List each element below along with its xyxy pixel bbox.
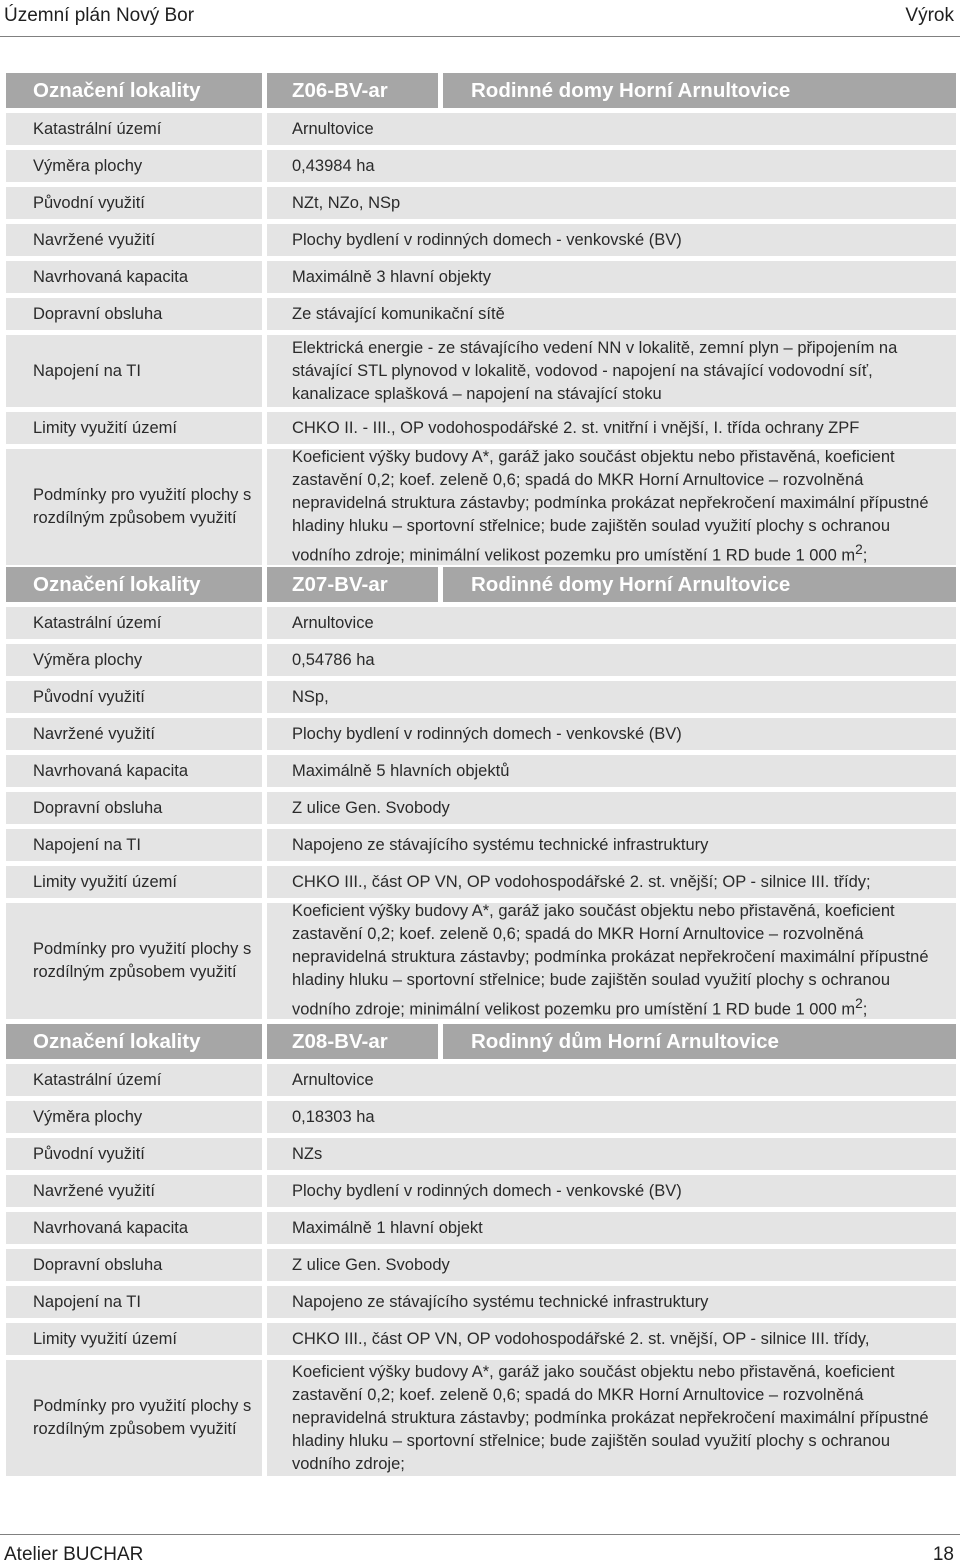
doprava-label: Dopravní obsluha (6, 1249, 262, 1281)
oznaceni-label: Označení lokality (6, 73, 262, 108)
podminky-superscript: 2 (855, 542, 863, 558)
vymera-label: Výměra plochy (6, 150, 262, 182)
locality-header-row (6, 567, 956, 602)
row-vymera (6, 644, 956, 676)
navrzene-label: Navržené využití (6, 718, 262, 750)
locality-header-row (6, 73, 956, 108)
vymera-value: 0,18303 ha (267, 1101, 956, 1133)
kapacita-value: Maximálně 5 hlavních objektů (267, 755, 956, 787)
vymera-label: Výměra plochy (6, 1101, 262, 1133)
row-doprava (6, 1249, 956, 1281)
ti-label: Napojení na TI (6, 335, 262, 407)
puvodni-value: NZt, NZo, NSp (267, 187, 956, 219)
podminky-label: Podmínky pro využití plochy s rozdílným způsobem využití (6, 449, 262, 565)
ti-label: Napojení na TI (6, 829, 262, 861)
podminky-value (267, 903, 956, 1019)
row-podminky (6, 903, 956, 1019)
row-puvodni (6, 1138, 956, 1170)
navrzene-value: Plochy bydlení v rodinných domech - venkovské (BV) (267, 718, 956, 750)
puvodni-label: Původní využití (6, 681, 262, 713)
ti-label: Napojení na TI (6, 1286, 262, 1318)
ti-value: Elektrická energie - ze stávajícího vedení NN v lokalitě, zemní plyn – připojením na stávající STL plynovod v lokalitě, vodovod - napojení na stávající vodovodní síť, kanalizace splašková – napojení na stávající stoku (267, 335, 956, 407)
kapacita-label: Navrhovaná kapacita (6, 755, 262, 787)
kapacita-value: Maximálně 1 hlavní objekt (267, 1212, 956, 1244)
podminky-text: Koeficient výšky budovy A*, garáž jako součást objektu nebo přistavěná, koeficient zastavění 0,2; koef. zeleně 0,6; spadá do MKR Horní Arnultovice – rozvolněná nepravidelná struktura zástavby; podmínka prokázat nepřekročení maximální přípustné hladiny hluku – sportovní střelnice; bude zajištěn soulad využití plochy s ochranou vodního zdroje; minimální velikost pozemku pro umístění 1 RD bude 1 000 m (292, 902, 929, 1019)
row-ti (6, 829, 956, 861)
row-navrzene (6, 718, 956, 750)
limity-value: CHKO II. - III., OP vodohospodářské 2. st. vnitřní i vnější, I. třída ochrany ZPF (267, 412, 956, 444)
locality-code: Z06-BV-ar (267, 73, 438, 108)
page-header (0, 0, 960, 37)
navrzene-label: Navržené využití (6, 1175, 262, 1207)
row-doprava (6, 298, 956, 330)
puvodni-value: NZs (267, 1138, 956, 1170)
locality-table-z07 (6, 567, 956, 1019)
locality-code: Z07-BV-ar (267, 567, 438, 602)
katastralni-label: Katastrální území (6, 607, 262, 639)
podminky-value (267, 449, 956, 565)
vymera-label: Výměra plochy (6, 644, 262, 676)
row-navrzene (6, 224, 956, 256)
row-vymera (6, 150, 956, 182)
locality-title: Rodinné domy Horní Arnultovice (443, 567, 956, 602)
row-limity (6, 866, 956, 898)
doprava-label: Dopravní obsluha (6, 792, 262, 824)
document-title: Územní plán Nový Bor (4, 5, 195, 26)
row-katastralni (6, 1064, 956, 1096)
row-ti (6, 335, 956, 407)
katastralni-value: Arnultovice (267, 607, 956, 639)
limity-label: Limity využití území (6, 1323, 262, 1355)
navrzene-label: Navržené využití (6, 224, 262, 256)
kapacita-label: Navrhovaná kapacita (6, 261, 262, 293)
row-kapacita (6, 755, 956, 787)
limity-value: CHKO III., část OP VN, OP vodohospodářské 2. st. vnější; OP - silnice III. třídy; (267, 866, 956, 898)
row-puvodni (6, 187, 956, 219)
doprava-value: Z ulice Gen. Svobody (267, 1249, 956, 1281)
doprava-value: Ze stávající komunikační sítě (267, 298, 956, 330)
navrzene-value: Plochy bydlení v rodinných domech - venkovské (BV) (267, 1175, 956, 1207)
row-limity (6, 412, 956, 444)
katastralni-label: Katastrální území (6, 113, 262, 145)
author-name: Atelier BUCHAR (4, 1544, 144, 1565)
podminky-end: ; (862, 1000, 868, 1019)
oznaceni-label: Označení lokality (6, 567, 262, 602)
podminky-label: Podmínky pro využití plochy s rozdílným způsobem využití (6, 1360, 262, 1476)
doprava-value: Z ulice Gen. Svobody (267, 792, 956, 824)
kapacita-value: Maximálně 3 hlavní objekty (267, 261, 956, 293)
locality-table-z08 (6, 1024, 956, 1476)
puvodni-label: Původní využití (6, 187, 262, 219)
limity-label: Limity využití území (6, 866, 262, 898)
oznaceni-label: Označení lokality (6, 1024, 262, 1059)
katastralni-label: Katastrální území (6, 1064, 262, 1096)
locality-table-z06 (6, 73, 956, 565)
limity-label: Limity využití území (6, 412, 262, 444)
ti-value: Napojeno ze stávajícího systému technické infrastruktury (267, 829, 956, 861)
navrzene-value: Plochy bydlení v rodinných domech - venkovské (BV) (267, 224, 956, 256)
row-ti (6, 1286, 956, 1318)
row-podminky (6, 449, 956, 565)
locality-title: Rodinný dům Horní Arnultovice (443, 1024, 956, 1059)
katastralni-value: Arnultovice (267, 113, 956, 145)
podminky-text: Koeficient výšky budovy A*, garáž jako součást objektu nebo přistavěná, koeficient zastavění 0,2; koef. zeleně 0,6; spadá do MKR Horní Arnultovice – rozvolněná nepravidelná struktura zástavby; podmínka prokázat nepřekročení maximální přípustné hladiny hluku – sportovní střelnice; bude zajištěn soulad využití plochy s ochranou vodního zdroje; minimální velikost pozemku pro umístění 1 RD bude 1 000 m (292, 448, 929, 565)
kapacita-label: Navrhovaná kapacita (6, 1212, 262, 1244)
row-navrzene (6, 1175, 956, 1207)
row-vymera (6, 1101, 956, 1133)
doprava-label: Dopravní obsluha (6, 298, 262, 330)
ti-value: Napojeno ze stávajícího systému technické infrastruktury (267, 1286, 956, 1318)
locality-header-row (6, 1024, 956, 1059)
page-footer (0, 1534, 960, 1565)
section-title: Výrok (905, 5, 954, 26)
locality-code: Z08-BV-ar (267, 1024, 438, 1059)
podminky-value: Koeficient výšky budovy A*, garáž jako součást objektu nebo přistavěná, koeficient zastavění 0,2; koef. zeleně 0,6; spadá do MKR Horní Arnultovice – rozvolněná nepravidelná struktura zástavby; podmínka prokázat nepřekročení maximální přípustné hladiny hluku – sportovní střelnice; bude zajištěn soulad využití plochy s ochranou vodního zdroje; (267, 1360, 956, 1476)
row-puvodni (6, 681, 956, 713)
limity-value: CHKO III., část OP VN, OP vodohospodářské 2. st. vnější, OP - silnice III. třídy, (267, 1323, 956, 1355)
row-limity (6, 1323, 956, 1355)
podminky-end: ; (862, 546, 868, 565)
row-doprava (6, 792, 956, 824)
row-katastralni (6, 113, 956, 145)
vymera-value: 0,43984 ha (267, 150, 956, 182)
podminky-superscript: 2 (855, 996, 863, 1012)
locality-title: Rodinné domy Horní Arnultovice (443, 73, 956, 108)
row-podminky (6, 1360, 956, 1476)
katastralni-value: Arnultovice (267, 1064, 956, 1096)
page-number: 18 (932, 1544, 954, 1565)
row-kapacita (6, 1212, 956, 1244)
puvodni-label: Původní využití (6, 1138, 262, 1170)
row-kapacita (6, 261, 956, 293)
row-katastralni (6, 607, 956, 639)
podminky-label: Podmínky pro využití plochy s rozdílným způsobem využití (6, 903, 262, 1019)
vymera-value: 0,54786 ha (267, 644, 956, 676)
puvodni-value: NSp, (267, 681, 956, 713)
